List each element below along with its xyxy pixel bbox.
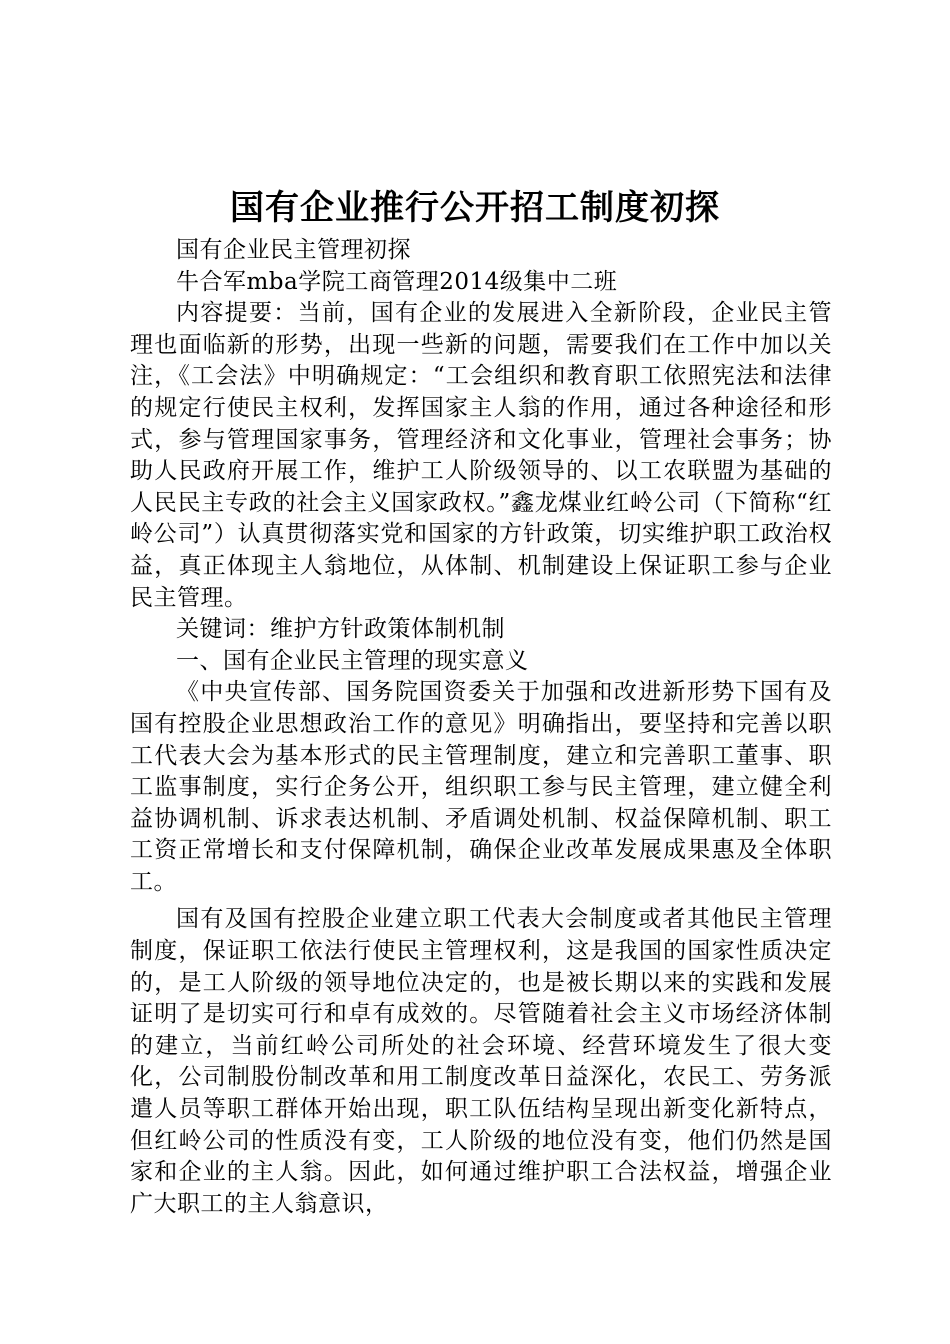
abstract-paragraph: 内容提要：当前，国有企业的发展进入全新阶段，企业民主管理也面临新的形势，出现一些新的问题，需要我们在工作中加以关注，《工会法》中明确规定：“工会组织和教育职工依照宪法和法律的规定行使民主权利，发挥国家主人翁的作用，通过各种途径和形式，参与管理国家事务，管理经济和文化事业，管理社会事务；协助人民政府开展工作，维护工人阶级领导的、以工农联盟为基础的人民民主专政的社会主义国家政权。”鑫龙煤业红岭公司（下简称“红岭公司”）认真贯彻落实党和国家的方针政策，切实维护职工政治权益，真正体现主人翁地位，从体制、机制建设上保证职工参与企业民主管理。 — [130, 300, 832, 611]
document-title: 国有企业推行公开招工制度初探 — [230, 188, 720, 228]
keywords-paragraph: 关键词：维护方针政策体制机制 — [176, 616, 505, 643]
body-paragraph: 国有及国有控股企业建立职工代表大会制度或者其他民主管理制度，保证职工依法行使民主管理权利，这是我国的国家性质决定的，是工人阶级的领导地位决定的，也是被长期以来的实践和发展证明了是切实可行和卓有成效的。尽管随着社会主义市场经济体制的建立，当前红岭公司所处的社会环境、经营环境发生了很大变化，公司制股份制改革和用工制度改革日益深化，农民工、劳务派遣人员等职工群体开始出现，职工队伍结构呈现出新变化新特点，但红岭公司的性质没有变，工人阶级的地位没有变，他们仍然是国家和企业的主人翁。因此，如何通过维护职工合法权益，增强企业广大职工的主人翁意识， — [130, 906, 832, 1217]
document-body — [130, 235, 832, 1220]
subtitle-paragraph: 国有企业民主管理初探 — [176, 237, 411, 263]
section-heading: 一、国有企业民主管理的现实意义 — [176, 647, 529, 674]
body-paragraph: 《中央宣传部、国务院国资委关于加强和改进新形势下国有及国有控股企业思想政治工作的意见》明确指出，要坚持和完善以职工代表大会为基本形式的民主管理制度，建立和完善职工董事、职工监事制度，实行企务公开，组织职工参与民主管理，建立健全利益协调机制、诉求表达机制、矛盾调处机制、权益保障机制、职工工资正常增长和支付保障机制，确保企业改革发展成果惠及全体职工。 — [130, 679, 832, 895]
author-paragraph: 牛合军mba学院工商管理2014级集中二班 — [176, 268, 618, 295]
